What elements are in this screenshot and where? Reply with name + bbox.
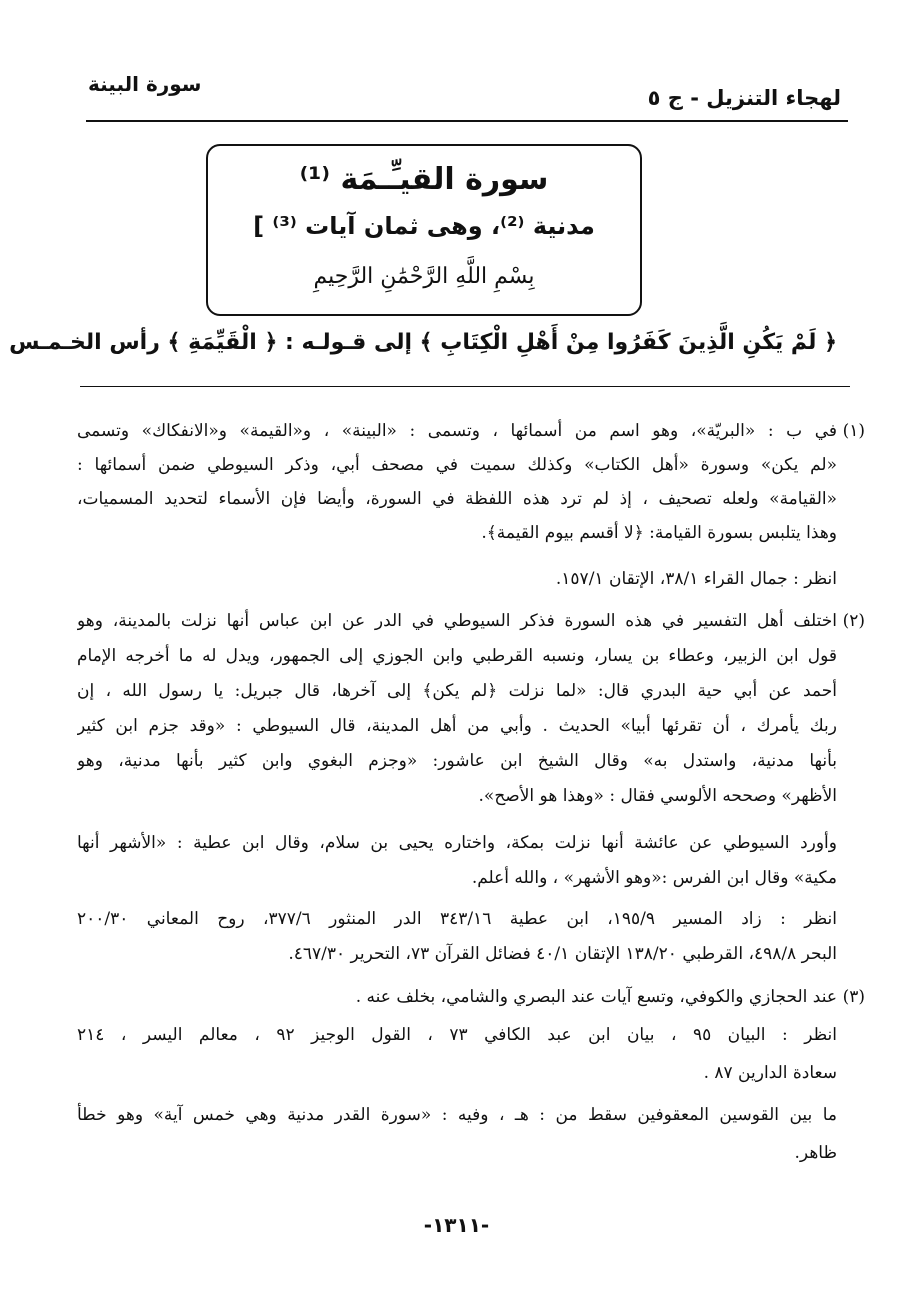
footnote-line: ربك يأمرك ، أن تقرئها أبيا» الحديث . وأبي من أهل المدينة، قال السيوطي : «وقد جزم ابن كثير — [77, 716, 837, 736]
footnote-separator — [80, 386, 850, 387]
footnote-reference: انظر : جمال القراء ٣٨/١، الإتقان ١٥٧/١. — [555, 569, 837, 589]
footnote-1-number: (١) — [842, 421, 865, 441]
header-rule — [86, 120, 848, 122]
surah-title: سورة القيـِّـمَة ⁽¹⁾ — [299, 162, 549, 197]
running-header-book: لهجاء التنزيل - ج ٥ — [647, 86, 841, 110]
footnote-line: ظاهر. — [794, 1143, 837, 1163]
footnote-line: «لم يكن» وسورة «أهل الكتاب» وكذلك سميت في مصحف أبي، وذكر السيوطي ضمن أسمائها : — [77, 455, 837, 475]
footnote-reference: انظر : البيان ٩٥ ، بيان ابن عبد الكافي ٧٣ ، القول الوجيز ٩٢ ، معالم اليسر ، ٢١٤ — [77, 1025, 837, 1045]
running-header-surah: سورة البينة — [88, 72, 202, 96]
footnote-line: عند الحجازي والكوفي، وتسع آيات عند البصري والشامي، بخلف عنه . — [355, 987, 837, 1007]
footnote-line: مكية» وقال ابن الفرس :«وهو الأشهر» ، والله أعلم. — [471, 868, 837, 888]
footnote-reference: سعادة الدارين ٨٧ . — [703, 1063, 837, 1083]
page-number: -١٣١١- — [423, 1213, 490, 1237]
footnote-line: وأورد السيوطي عن عائشة أنها نزلت بمكة، واختاره يحيى بن سلام، وقال ابن عطية : «الأشهر أنها — [77, 833, 837, 853]
footnote-line: أحمد عن أبي حية البدري قال: «لما نزلت ﴿لم يكن﴾ إلى آخرها، قال جبريل: يا رسول الله ، إن — [77, 681, 837, 701]
verse-range-line: ﴿ لَمْ يَكُنِ الَّذِينَ كَفَرُوا مِنْ أَهْلِ الْكِتَابِ ﴾ إلى قـولـه : ﴿ الْقَيِّمَةِ ﴾ رأس الخـمـس — [9, 330, 837, 355]
footnote-line: في ب : «البريّة»، وهو اسم من أسمائها ، وتسمى : «البينة» ، و«القيمة» و«الانفكاك» وتسمى — [77, 421, 837, 441]
footnote-reference: انظر : زاد المسير ١٩٥/٩، ابن عطية ٣٤٣/١٦ الدر المنثور ٣٧٧/٦، روح المعاني ٢٠٠/٣٠ — [77, 909, 837, 929]
footnote-line: «القيامة» ولعله تصحيف ، إذ لم ترد هذه اللفظة في السورة، وأيضا فإن الأسماء لتحديد المسميات، — [77, 489, 837, 509]
footnote-line: قول ابن الزبير، وعطاء بن يسار، ونسبه القرطبي وابن الجوزي إلى الجمهور، ويدل له ما أخرجه الإمام — [77, 646, 837, 666]
footnote-line: بأنها مدنية، واستدل به» وقال الشيخ ابن عاشور: «وجزم البغوي وابن كثير بأنها مدنية، وهو — [77, 751, 837, 771]
surah-subtitle: مدنية ⁽²⁾، وهى ثمان آيات ⁽³⁾ ] — [253, 212, 595, 240]
footnote-line: اختلف أهل التفسير في هذه السورة فذكر السيوطي في الدر عن ابن عباس أنها نزلت بالمدينة، وهو — [77, 611, 837, 631]
basmala: بِسْمِ اللَّهِ الرَّحْمَٰنِ الرَّحِيمِ — [313, 264, 535, 289]
footnote-line: ما بين القوسين المعقوفين سقط من : هـ ، وفيه : «سورة القدر مدنية وهي خمس آية» وهو خطأ — [77, 1105, 837, 1125]
footnote-line: الأظهر» وصححه الألوسي فقال : «وهذا هو الأصح». — [478, 786, 837, 806]
footnote-line: وهذا يتلبس بسورة القيامة: ﴿لا أقسم بيوم القيمة﴾. — [481, 523, 837, 543]
footnote-reference: البحر ٤٩٨/٨، القرطبي ١٣٨/٢٠ الإتقان ٤٠/١ فضائل القرآن ٧٣، التحرير ٤٦٧/٣٠. — [288, 944, 837, 964]
footnote-3-number: (٣) — [842, 987, 865, 1007]
footnote-2-number: (٢) — [842, 611, 865, 631]
surah-title-box — [206, 144, 642, 316]
